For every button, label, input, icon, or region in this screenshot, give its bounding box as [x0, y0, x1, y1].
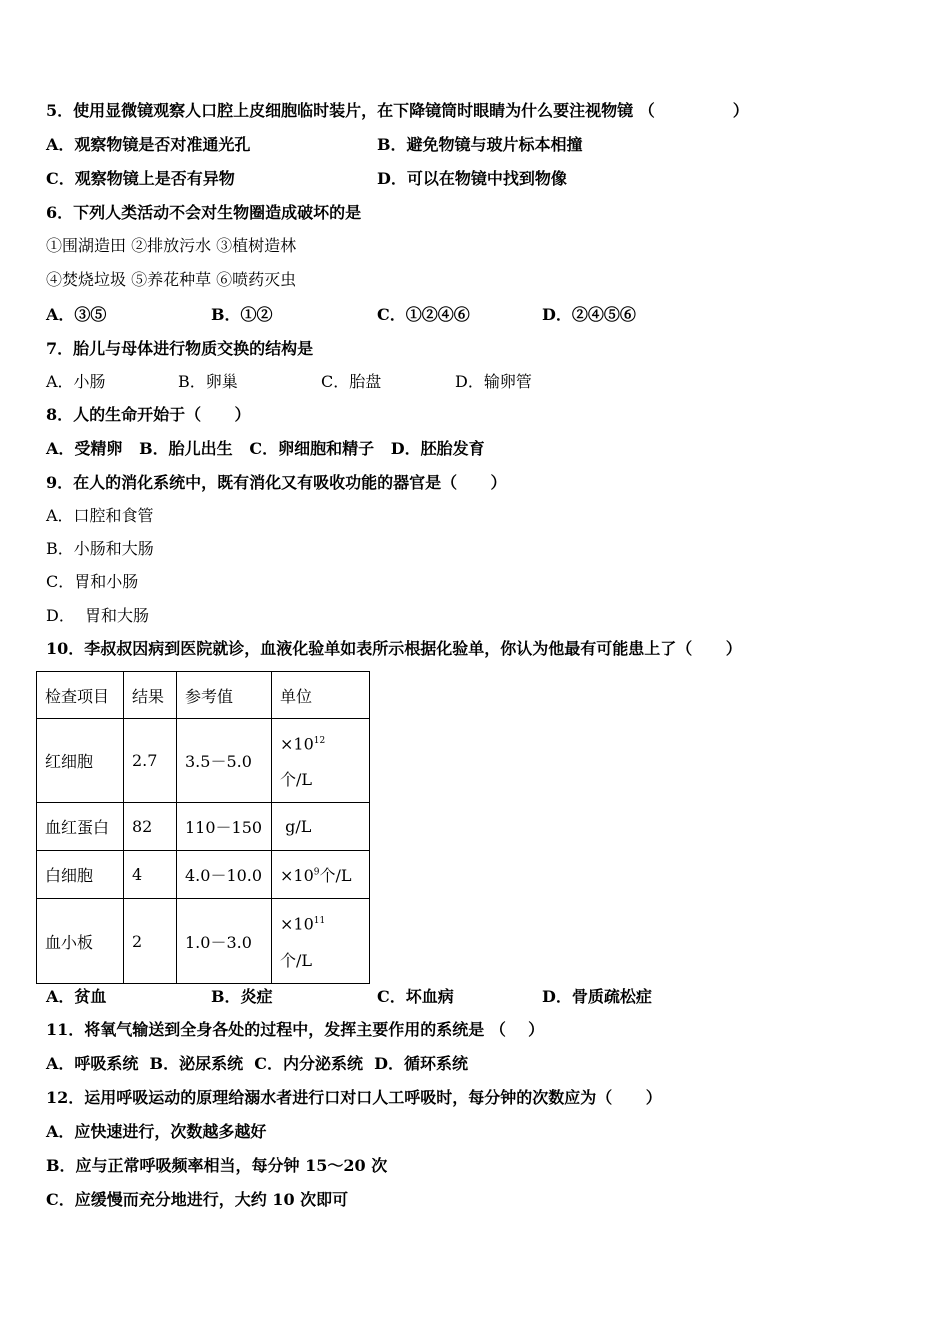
q8-stem: 8．人的生命开始于（ ） [46, 405, 251, 424]
q7-option-d: D．输卵管 [455, 372, 532, 391]
q10-option-c: C．坏血病 [377, 987, 454, 1006]
table-cell-ref: 4.0－10.0 [177, 851, 272, 899]
q7-option-b: B．卵巢 [178, 372, 238, 391]
q6-items-line1: ①围湖造田 ②排放污水 ③植树造林 [46, 236, 297, 255]
q9-option-d: D． 胃和大肠 [46, 606, 150, 625]
table-header: 检查项目 [37, 672, 124, 719]
unit-base: g/L [280, 817, 312, 836]
table-cell-item: 红细胞 [37, 719, 124, 803]
q12-option-c: C．应缓慢而充分地进行，大约 10 次即可 [46, 1190, 349, 1209]
q10-option-b: B．炎症 [211, 987, 273, 1006]
q12-stem: 12．运用呼吸运动的原理给溺水者进行口对口人工呼吸时，每分钟的次数应为（ ） [46, 1088, 662, 1107]
unit-exponent: 12 [313, 735, 326, 746]
q12-option-a: A．应快速进行，次数越多越好 [46, 1122, 267, 1141]
table-header: 单位 [272, 672, 370, 719]
q5-option-a: A．观察物镜是否对准通光孔 [46, 135, 251, 154]
table-cell-item: 白细胞 [37, 851, 124, 899]
q9-option-b: B．小肠和大肠 [46, 539, 154, 558]
table-cell-unit [272, 851, 370, 899]
table-cell-result: 2.7 [124, 719, 177, 803]
table-header: 参考值 [177, 672, 272, 719]
q10-option-a: A．贫血 [46, 987, 107, 1006]
q5-option-c: C．观察物镜上是否有异物 [46, 169, 235, 188]
blood-test-table [36, 671, 370, 984]
q5-stem: 5．使用显微镜观察人口腔上皮细胞临时装片，在下降镜筒时眼睛为什么要注视物镜 （ ） [46, 101, 749, 120]
q6-stem: 6．下列人类活动不会对生物圈造成破坏的是 [46, 203, 362, 222]
table-row [37, 803, 370, 851]
unit-exponent: 9 [313, 867, 320, 878]
q8-options: A．受精卵 B．胎儿出生 C．卵细胞和精子 D．胚胎发育 [46, 439, 485, 458]
q7-option-c: C．胎盘 [321, 372, 382, 391]
table-cell-ref: 110－150 [177, 803, 272, 851]
unit-suffix: 个/L [280, 770, 313, 790]
q9-stem: 9．在人的消化系统中，既有消化又有吸收功能的器官是（ ） [46, 473, 507, 492]
table-cell-unit [272, 803, 370, 851]
table-cell-unit [272, 719, 370, 803]
q10-stem: 10．李叔叔因病到医院就诊，血液化验单如表所示根据化验单，你认为他最有可能患上了（ ） [46, 639, 742, 658]
q6-option-a: A．③⑤ [46, 305, 107, 324]
table-cell-result: 4 [124, 851, 177, 899]
q9-option-c: C．胃和小肠 [46, 572, 139, 591]
table-row [37, 851, 370, 899]
table-cell-ref: 3.5－5.0 [177, 719, 272, 803]
q5-option-b: B．避免物镜与玻片标本相撞 [377, 135, 583, 154]
q6-items-line2: ④焚烧垃圾 ⑤养花种草 ⑥喷药灭虫 [46, 270, 297, 289]
unit-exponent: 11 [313, 916, 326, 927]
unit-suffix: 个/L [319, 866, 352, 885]
unit-base: ×10 [280, 866, 314, 885]
q9-option-a: A．口腔和食管 [46, 506, 154, 525]
unit-base: ×10 [280, 734, 314, 754]
unit-suffix: 个/L [280, 950, 313, 970]
table-header-row [37, 672, 370, 719]
q11-stem: 11．将氧气输送到全身各处的过程中，发挥主要作用的系统是 （ ） [46, 1020, 545, 1039]
table-cell-result: 2 [124, 899, 177, 984]
q10-option-d: D．骨质疏松症 [542, 987, 652, 1006]
table-cell-result: 82 [124, 803, 177, 851]
q6-option-c: C．①②④⑥ [377, 305, 470, 324]
q11-options: A．呼吸系统 B．泌尿系统 C．内分泌系统 D．循环系统 [46, 1054, 468, 1073]
q12-option-b: B．应与正常呼吸频率相当，每分钟 15～20 次 [46, 1156, 388, 1175]
table-cell-item: 血红蛋白 [37, 803, 124, 851]
unit-base: ×10 [280, 914, 314, 934]
table-row [37, 719, 370, 803]
table-cell-ref: 1.0－3.0 [177, 899, 272, 984]
q6-option-d: D．②④⑤⑥ [542, 305, 636, 324]
table-cell-unit [272, 899, 370, 984]
table-cell-item: 血小板 [37, 899, 124, 984]
table-row [37, 899, 370, 984]
q5-option-d: D．可以在物镜中找到物像 [377, 169, 567, 188]
q6-option-b: B．①② [211, 305, 273, 324]
q7-stem: 7．胎儿与母体进行物质交换的结构是 [46, 339, 314, 358]
q7-option-a: A．小肠 [46, 372, 106, 391]
table-header: 结果 [124, 672, 177, 719]
